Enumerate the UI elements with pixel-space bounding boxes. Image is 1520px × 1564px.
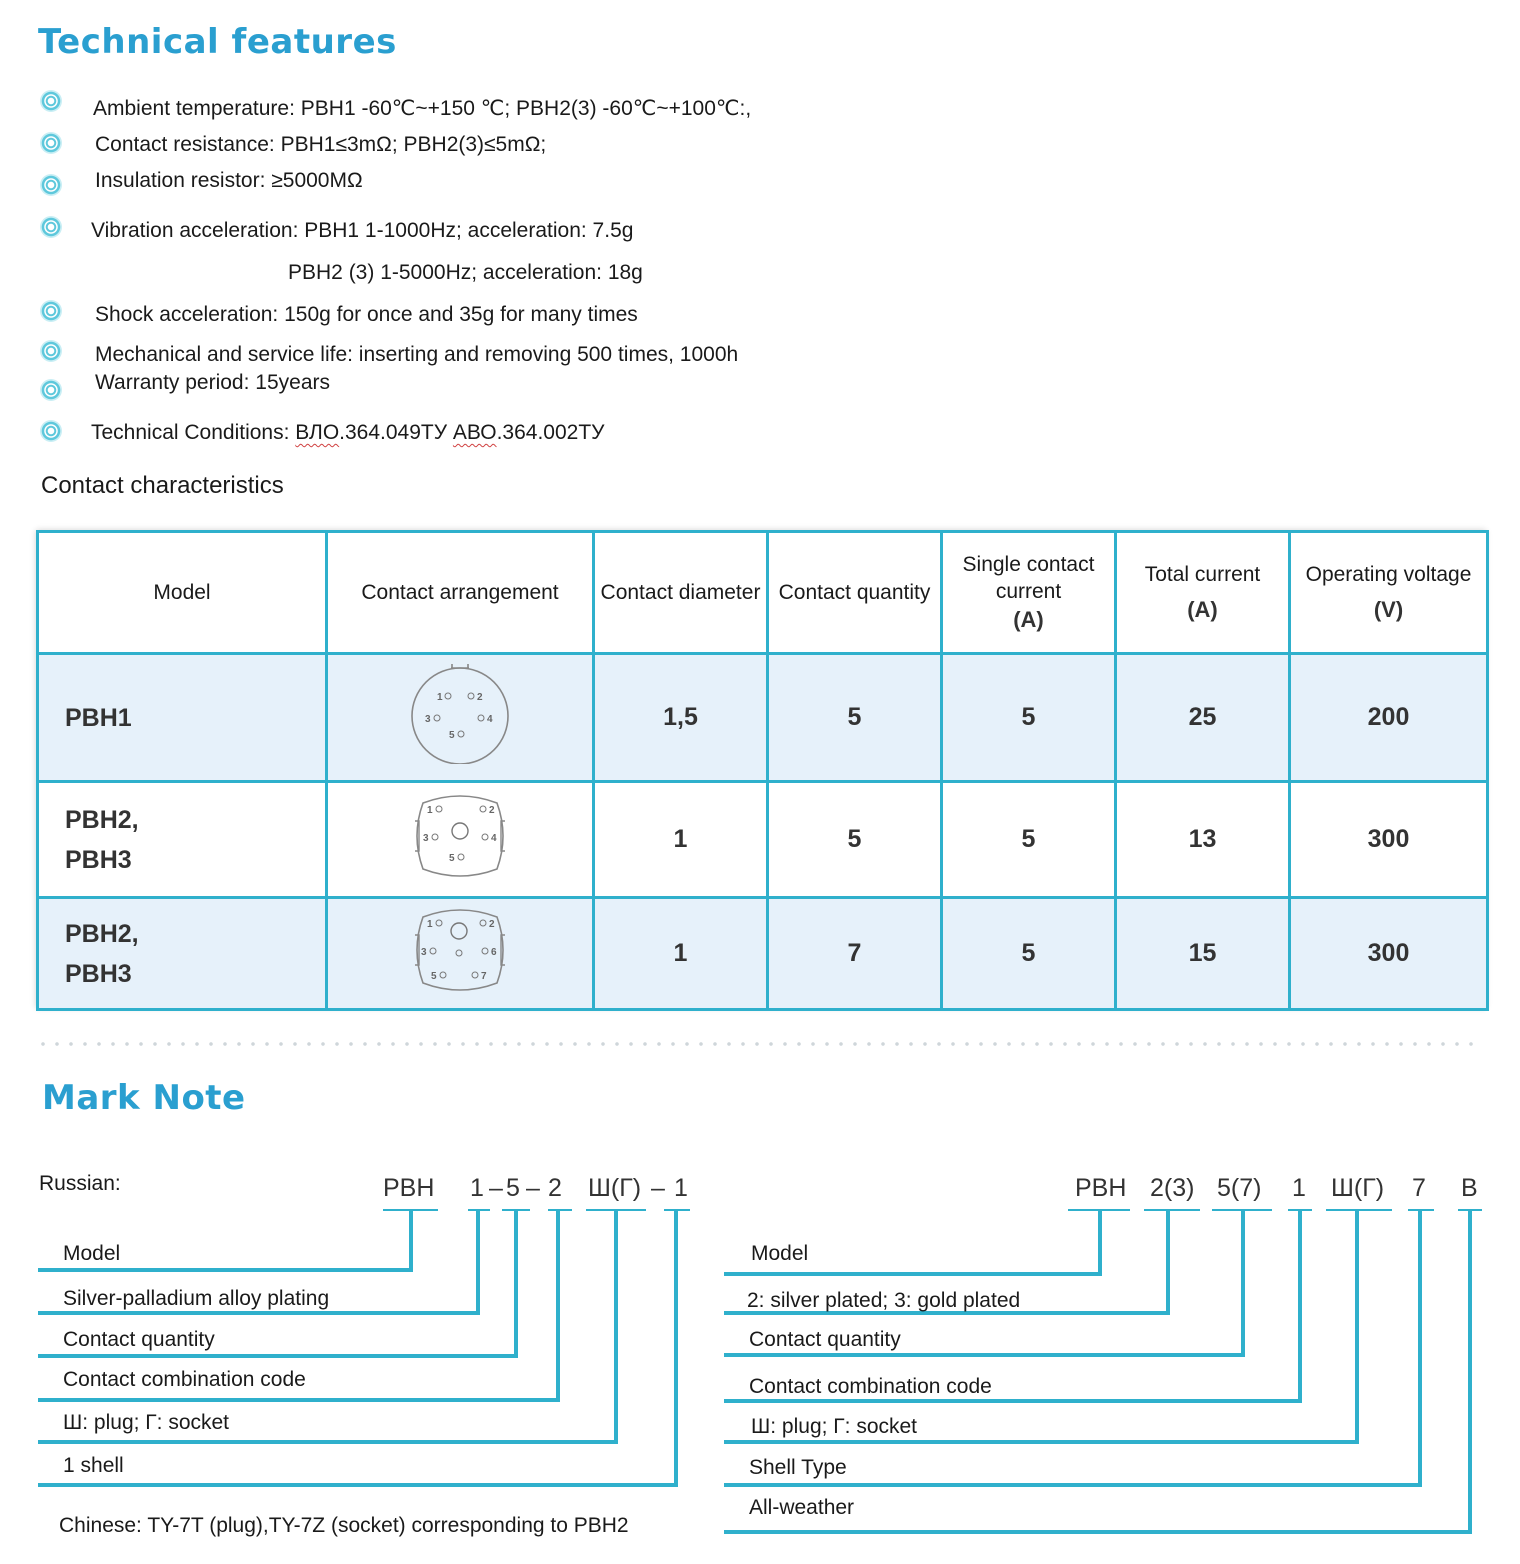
cell-contact-diameter: 1 [594,782,768,898]
svg-text:4: 4 [491,833,497,844]
cell-operating-voltage: 200 [1290,654,1488,782]
svg-text:3: 3 [423,833,429,844]
contact-arrangement-diagram-5pin-round [405,664,515,764]
header-contact-diameter: Contact diameter [594,532,768,654]
table-row [38,782,1488,898]
leader-line [38,1354,518,1358]
left-code-plating: 1 [470,1174,484,1202]
cell-contact-quantity: 7 [768,898,942,1010]
right-label-model: Model [751,1242,809,1265]
svg-text:2: 2 [477,692,483,703]
cell-operating-voltage: 300 [1290,898,1488,1010]
chinese-equivalent-note: Chinese: TY-7T (plug),TY-7Z (socket) corresponding to PBH2 [59,1514,629,1537]
right-label-shell-type: Shell Type [749,1456,847,1479]
right-code-pbh: PBH [1075,1174,1127,1202]
feature-warranty-period: Warranty period: 15years [95,371,330,394]
header-total-current: Total current (A) [1116,532,1290,654]
leader-line [1355,1209,1359,1444]
cell-contact-arrangement [327,782,594,898]
svg-text:5: 5 [449,853,455,864]
right-code-shell-type: 7 [1412,1174,1426,1202]
svg-text:2: 2 [489,805,495,816]
contact-arrangement-diagram-5pin-keyed [405,791,515,881]
right-label-plug-socket: Ш: plug; Г: socket [751,1415,918,1438]
bullet-icon [40,132,62,154]
left-label-contact-quantity: Contact quantity [63,1328,215,1351]
svg-text:4: 4 [487,714,493,725]
svg-text:5: 5 [431,971,437,982]
left-code-dash: – [526,1174,540,1202]
svg-text:5: 5 [449,730,455,741]
underline [548,1209,572,1211]
svg-text:1: 1 [437,692,443,703]
svg-text:7: 7 [481,971,487,982]
cell-single-contact-current: 5 [942,898,1116,1010]
contact-characteristics-title: Contact characteristics [41,472,284,499]
svg-text:3: 3 [421,947,427,958]
left-label-combination-code: Contact combination code [63,1368,306,1391]
leader-line [1468,1209,1472,1534]
right-code-quantity: 5(7) [1217,1174,1262,1202]
cell-model: PBH1 [38,654,327,782]
contact-characteristics-table [36,530,1486,1008]
left-label-plug-socket: Ш: plug; Г: socket [63,1411,230,1434]
leader-line [724,1399,1302,1403]
leader-line [38,1311,480,1315]
feature-shock-acceleration: Shock acceleration: 150g for once and 35g for many times [95,303,638,326]
left-code-quantity: 5 [506,1174,520,1202]
feature-contact-resistance: Contact resistance: PBH1≤3mΩ; PBH2(3)≤5mΩ; [95,133,547,156]
cell-contact-arrangement [327,654,594,782]
cell-model: PBH2, PBH3 [38,898,327,1010]
underline [1326,1209,1392,1211]
right-label-all-weather: All-weather [749,1496,855,1519]
leader-line [38,1440,618,1444]
feature-technical-conditions: Technical Conditions: ВЛО.364.049ТУ АВО.364.002ТУ [91,421,605,444]
header-contact-quantity: Contact quantity [768,532,942,654]
cell-total-current: 13 [1116,782,1290,898]
right-label-combination-code: Contact combination code [749,1375,992,1398]
feature-vibration-acceleration-pbh2: PBH2 (3) 1-5000Hz; acceleration: 18g [288,261,643,284]
cell-contact-diameter: 1,5 [594,654,768,782]
left-label-shell: 1 shell [63,1454,124,1477]
right-label-plating: 2: silver plated; 3: gold plated [747,1289,1021,1312]
right-label-contact-quantity: Contact quantity [749,1328,901,1351]
left-code-dash: – [489,1174,503,1202]
leader-line [724,1440,1359,1444]
leader-line [1241,1209,1245,1357]
right-code-all-weather: B [1461,1174,1478,1202]
leader-line [556,1209,560,1402]
leader-line [674,1209,678,1487]
cell-single-contact-current: 5 [942,782,1116,898]
table-row [38,898,1488,1010]
leader-line [1298,1209,1302,1403]
dotted-divider [36,1042,1476,1046]
bullet-icon [40,420,62,442]
table-row [38,654,1488,782]
svg-text:6: 6 [491,947,497,958]
contact-arrangement-diagram-7pin-keyed [405,905,515,995]
cell-operating-voltage: 300 [1290,782,1488,898]
svg-text:2: 2 [489,919,495,930]
bullet-icon [40,300,62,322]
left-code-plug-socket: Ш(Г) [588,1174,642,1202]
right-code-plug-socket: Ш(Г) [1331,1174,1385,1202]
cell-contact-arrangement [327,898,594,1010]
feature-vibration-acceleration: Vibration acceleration: PBH1 1-1000Hz; acceleration: 7.5g [91,219,634,242]
table-header-row [38,532,1488,654]
cell-contact-diameter: 1 [594,898,768,1010]
cell-model: PBH2, PBH3 [38,782,327,898]
leader-line [724,1353,1245,1357]
bullet-icon [40,340,62,362]
leader-line [38,1268,413,1272]
svg-text:1: 1 [427,919,433,930]
leader-line [724,1530,1472,1534]
feature-ambient-temperature: Ambient temperature: PBH1 -60℃~+150 ℃; PBH2(3) -60℃~+100℃:, [93,97,752,120]
technical-features-heading: Technical features [38,22,397,62]
header-single-contact-current: Single contact current (A) [942,532,1116,654]
cell-contact-quantity: 5 [768,654,942,782]
tech-code-2-prefix: АВО [452,421,497,444]
feature-insulation-resistor: Insulation resistor: ≥5000MΩ [95,169,363,192]
cell-total-current: 15 [1116,898,1290,1010]
leader-line [38,1483,678,1487]
svg-text:1: 1 [427,805,433,816]
leader-line [1098,1209,1102,1276]
feature-service-life: Mechanical and service life: inserting and removing 500 times, 1000h [95,343,739,366]
bullet-icon [40,174,62,196]
header-operating-voltage: Operating voltage (V) [1290,532,1488,654]
svg-text:3: 3 [425,714,431,725]
leader-line [724,1272,1102,1276]
left-code-combination: 2 [548,1174,562,1202]
left-code-shell: 1 [674,1174,688,1202]
right-code-plating: 2(3) [1150,1174,1195,1202]
leader-line [614,1209,618,1444]
leader-line [38,1398,560,1402]
bullet-icon [40,216,62,238]
tech-code-1-prefix: ВЛО [295,421,340,444]
leader-line [724,1483,1422,1487]
bullet-icon [40,379,62,401]
header-contact-arrangement: Contact arrangement [327,532,594,654]
left-label-plating: Silver-palladium alloy plating [63,1287,330,1310]
leader-line [476,1209,480,1315]
leader-line [1166,1209,1170,1315]
right-code-combination: 1 [1292,1174,1306,1202]
mark-note-heading: Mark Note [42,1078,246,1118]
leader-line [409,1209,413,1272]
header-model: Model [38,532,327,654]
left-code-pbh: PBH [383,1174,435,1202]
underline [1144,1209,1200,1211]
cell-contact-quantity: 5 [768,782,942,898]
leader-line [1418,1209,1422,1487]
cell-single-contact-current: 5 [942,654,1116,782]
russian-label: Russian: [39,1172,121,1195]
left-code-dash: – [651,1174,665,1202]
cell-total-current: 25 [1116,654,1290,782]
leader-line [514,1209,518,1358]
left-label-model: Model [63,1242,121,1265]
bullet-icon [40,90,62,112]
